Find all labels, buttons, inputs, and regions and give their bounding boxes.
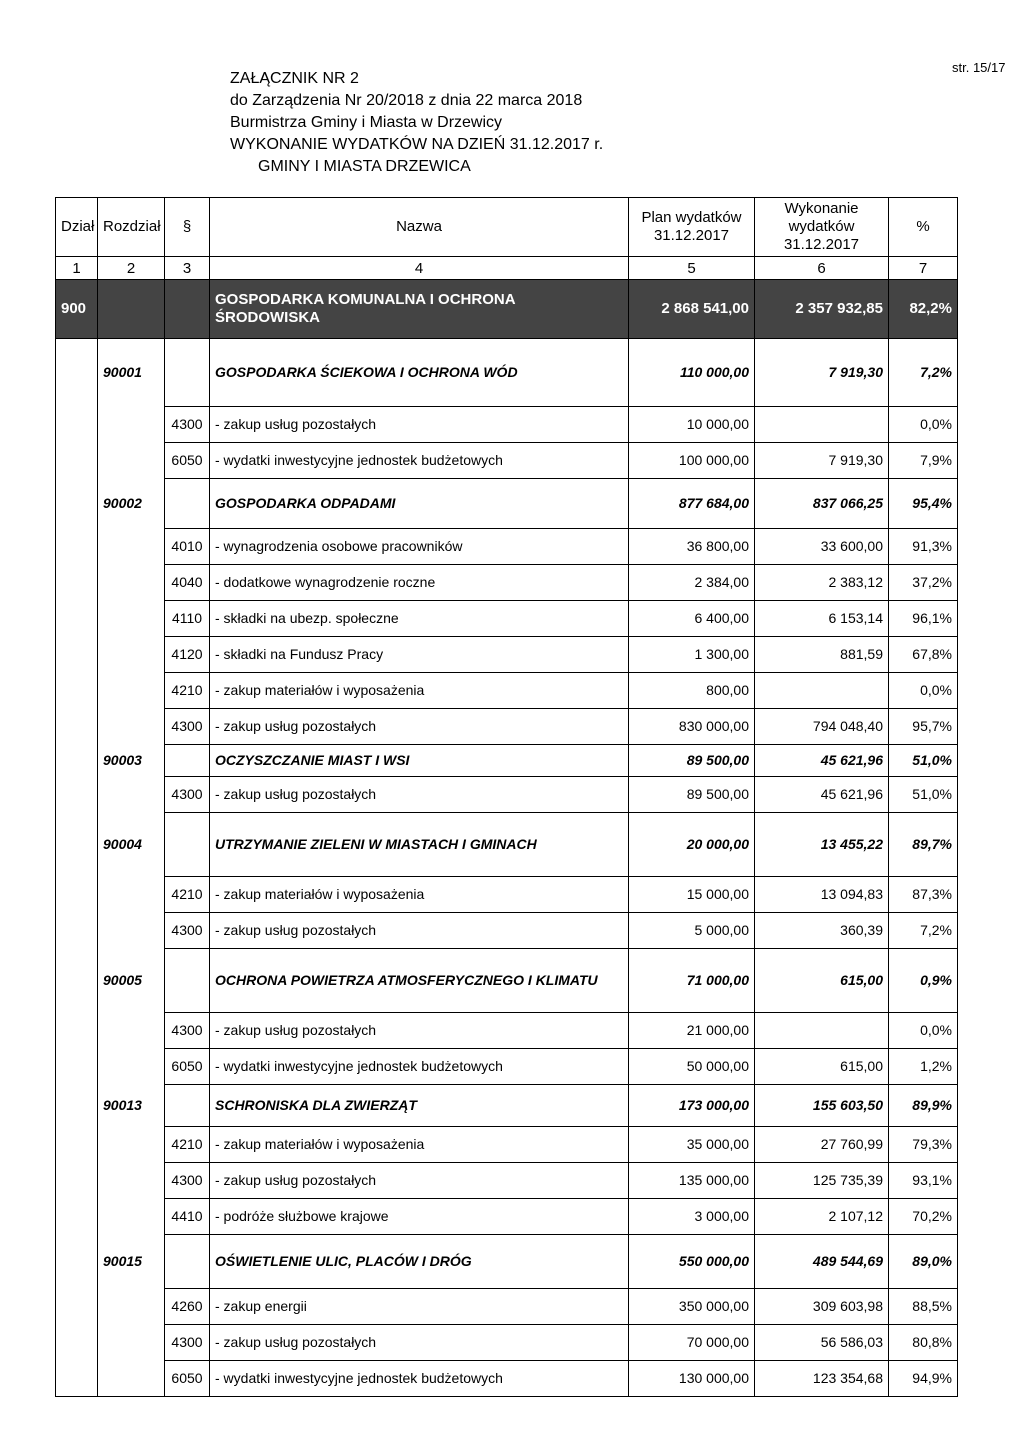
paragraf-plan: 36 800,00 bbox=[629, 529, 755, 565]
col-paragraf: § bbox=[165, 198, 210, 257]
paragraf-name: - wydatki inwestycyjne jednostek budżetowych bbox=[210, 1361, 629, 1397]
col-number: 1 bbox=[56, 257, 98, 280]
paragraf-wykonanie: 123 354,68 bbox=[755, 1361, 889, 1397]
rozdzial-wykonanie: 615,00 bbox=[755, 949, 889, 1013]
rozdzial-name: OCZYSZCZANIE MIAST I WSI bbox=[210, 745, 629, 777]
paragraf-row bbox=[56, 1049, 958, 1085]
rozdzial-procent: 51,0% bbox=[889, 745, 958, 777]
rozdzial-cell bbox=[98, 1199, 165, 1235]
paragraf-row bbox=[56, 637, 958, 673]
paragraf-code: 6050 bbox=[165, 1361, 210, 1397]
paragraf-procent: 93,1% bbox=[889, 1163, 958, 1199]
rozdzial-cell bbox=[98, 1289, 165, 1325]
dzial-cell bbox=[56, 1361, 98, 1397]
paragraf-wykonanie: 360,39 bbox=[755, 913, 889, 949]
rozdzial-code: 90001 bbox=[98, 339, 165, 407]
rozdzial-procent: 89,9% bbox=[889, 1085, 958, 1127]
rozdzial-cell bbox=[98, 1127, 165, 1163]
paragraf-plan: 130 000,00 bbox=[629, 1361, 755, 1397]
paragraf-plan: 50 000,00 bbox=[629, 1049, 755, 1085]
dzial-cell bbox=[56, 1085, 98, 1127]
col-number: 2 bbox=[98, 257, 165, 280]
paragraf-wykonanie: 615,00 bbox=[755, 1049, 889, 1085]
paragraf-wykonanie: 27 760,99 bbox=[755, 1127, 889, 1163]
paragraf-procent: 80,8% bbox=[889, 1325, 958, 1361]
rozdzial-cell bbox=[98, 1013, 165, 1049]
paragraf-code: 4300 bbox=[165, 1163, 210, 1199]
paragraf-row bbox=[56, 877, 958, 913]
paragraf-procent: 7,9% bbox=[889, 443, 958, 479]
page-number: str. 15/17 bbox=[952, 60, 1006, 75]
rozdzial-name: GOSPODARKA ŚCIEKOWA I OCHRONA WÓD bbox=[210, 339, 629, 407]
dzial-cell bbox=[56, 1325, 98, 1361]
rozdzial-plan: 89 500,00 bbox=[629, 745, 755, 777]
paragraf-code: 4260 bbox=[165, 1289, 210, 1325]
paragraf-wykonanie: 6 153,14 bbox=[755, 601, 889, 637]
paragraf-procent: 0,0% bbox=[889, 673, 958, 709]
rozdzial-row bbox=[56, 1085, 958, 1127]
paragraf-code: 4300 bbox=[165, 709, 210, 745]
rozdzial-row bbox=[56, 745, 958, 777]
rozdzial-plan: 71 000,00 bbox=[629, 949, 755, 1013]
paragraf-row bbox=[56, 601, 958, 637]
rozdzial-code: 90003 bbox=[98, 745, 165, 777]
dzial-empty bbox=[98, 280, 165, 339]
paragraf-code: 4010 bbox=[165, 529, 210, 565]
paragraf-wykonanie: 2 107,12 bbox=[755, 1199, 889, 1235]
paragraf-name: - zakup usług pozostałych bbox=[210, 913, 629, 949]
rozdzial-row bbox=[56, 813, 958, 877]
rozdzial-cell bbox=[98, 407, 165, 443]
paragraf-procent: 37,2% bbox=[889, 565, 958, 601]
rozdzial-plan: 110 000,00 bbox=[629, 339, 755, 407]
paragraf-procent: 0,0% bbox=[889, 1013, 958, 1049]
rozdzial-code: 90005 bbox=[98, 949, 165, 1013]
dzial-cell bbox=[56, 529, 98, 565]
dzial-cell bbox=[56, 565, 98, 601]
dzial-wykonanie: 2 357 932,85 bbox=[755, 280, 889, 339]
paragraf-cell bbox=[165, 1235, 210, 1289]
paragraf-name: - zakup usług pozostałych bbox=[210, 407, 629, 443]
rozdzial-code: 90013 bbox=[98, 1085, 165, 1127]
attachment-title: ZAŁĄCZNIK NR 2 bbox=[230, 70, 359, 87]
paragraf-row bbox=[56, 709, 958, 745]
paragraf-row bbox=[56, 777, 958, 813]
paragraf-wykonanie: 33 600,00 bbox=[755, 529, 889, 565]
paragraf-plan: 2 384,00 bbox=[629, 565, 755, 601]
col-nazwa: Nazwa bbox=[210, 198, 629, 257]
paragraf-name: - zakup materiałów i wyposażenia bbox=[210, 877, 629, 913]
dzial-name: GOSPODARKA KOMUNALNA I OCHRONA ŚRODOWISKA bbox=[210, 280, 629, 339]
paragraf-plan: 89 500,00 bbox=[629, 777, 755, 813]
rozdzial-plan: 877 684,00 bbox=[629, 479, 755, 529]
rozdzial-cell bbox=[98, 1325, 165, 1361]
paragraf-row bbox=[56, 407, 958, 443]
dzial-cell bbox=[56, 1199, 98, 1235]
rozdzial-cell bbox=[98, 1163, 165, 1199]
dzial-cell bbox=[56, 407, 98, 443]
column-number-row bbox=[56, 257, 958, 280]
paragraf-wykonanie bbox=[755, 407, 889, 443]
dzial-cell bbox=[56, 1127, 98, 1163]
dzial-cell bbox=[56, 813, 98, 877]
rozdzial-cell bbox=[98, 877, 165, 913]
col-wykonanie: Wykonanie wydatków 31.12.2017 bbox=[755, 198, 889, 257]
paragraf-plan: 100 000,00 bbox=[629, 443, 755, 479]
dzial-cell bbox=[56, 745, 98, 777]
rozdzial-row bbox=[56, 339, 958, 407]
rozdzial-wykonanie: 155 603,50 bbox=[755, 1085, 889, 1127]
dzial-cell bbox=[56, 1235, 98, 1289]
rozdzial-cell bbox=[98, 565, 165, 601]
paragraf-row bbox=[56, 913, 958, 949]
rozdzial-cell bbox=[98, 443, 165, 479]
dzial-cell bbox=[56, 1163, 98, 1199]
paragraf-code: 6050 bbox=[165, 443, 210, 479]
paragraf-name: - zakup materiałów i wyposażenia bbox=[210, 673, 629, 709]
dzial-cell bbox=[56, 601, 98, 637]
dzial-cell bbox=[56, 339, 98, 407]
rozdzial-cell bbox=[98, 1049, 165, 1085]
rozdzial-cell bbox=[98, 529, 165, 565]
rozdzial-name: UTRZYMANIE ZIELENI W MIASTACH I GMINACH bbox=[210, 813, 629, 877]
paragraf-cell bbox=[165, 949, 210, 1013]
paragraf-procent: 95,7% bbox=[889, 709, 958, 745]
rozdzial-cell bbox=[98, 673, 165, 709]
dzial-cell bbox=[56, 1049, 98, 1085]
paragraf-wykonanie: 7 919,30 bbox=[755, 443, 889, 479]
rozdzial-wykonanie: 489 544,69 bbox=[755, 1235, 889, 1289]
rozdzial-wykonanie: 45 621,96 bbox=[755, 745, 889, 777]
paragraf-plan: 10 000,00 bbox=[629, 407, 755, 443]
paragraf-name: - składki na ubezp. społeczne bbox=[210, 601, 629, 637]
paragraf-procent: 94,9% bbox=[889, 1361, 958, 1397]
paragraf-row bbox=[56, 565, 958, 601]
paragraf-name: - wydatki inwestycyjne jednostek budżetowych bbox=[210, 1049, 629, 1085]
paragraf-name: - wydatki inwestycyjne jednostek budżetowych bbox=[210, 443, 629, 479]
paragraf-procent: 79,3% bbox=[889, 1127, 958, 1163]
paragraf-row bbox=[56, 1289, 958, 1325]
dzial-cell bbox=[56, 673, 98, 709]
col-number: 3 bbox=[165, 257, 210, 280]
rozdzial-wykonanie: 837 066,25 bbox=[755, 479, 889, 529]
paragraf-name: - zakup usług pozostałych bbox=[210, 709, 629, 745]
dzial-cell bbox=[56, 1013, 98, 1049]
paragraf-procent: 7,2% bbox=[889, 913, 958, 949]
paragraf-procent: 67,8% bbox=[889, 637, 958, 673]
dzial-cell bbox=[56, 709, 98, 745]
rozdzial-procent: 7,2% bbox=[889, 339, 958, 407]
paragraf-wykonanie: 13 094,83 bbox=[755, 877, 889, 913]
rozdzial-row bbox=[56, 1235, 958, 1289]
dzial-cell bbox=[56, 777, 98, 813]
rozdzial-code: 90004 bbox=[98, 813, 165, 877]
rozdzial-name: GOSPODARKA ODPADAMI bbox=[210, 479, 629, 529]
rozdzial-procent: 89,0% bbox=[889, 1235, 958, 1289]
paragraf-name: - składki na Fundusz Pracy bbox=[210, 637, 629, 673]
paragraf-cell bbox=[165, 479, 210, 529]
paragraf-procent: 88,5% bbox=[889, 1289, 958, 1325]
column-header-row bbox=[56, 198, 958, 257]
paragraf-plan: 21 000,00 bbox=[629, 1013, 755, 1049]
col-rozdzial: Rozdział bbox=[98, 198, 165, 257]
rozdzial-cell bbox=[98, 1361, 165, 1397]
rozdzial-cell bbox=[98, 601, 165, 637]
col-number: 4 bbox=[210, 257, 629, 280]
paragraf-procent: 96,1% bbox=[889, 601, 958, 637]
paragraf-code: 4410 bbox=[165, 1199, 210, 1235]
dzial-cell bbox=[56, 949, 98, 1013]
paragraf-plan: 3 000,00 bbox=[629, 1199, 755, 1235]
dzial-cell bbox=[56, 479, 98, 529]
rozdzial-row bbox=[56, 479, 958, 529]
dzial-procent: 82,2% bbox=[889, 280, 958, 339]
table-body bbox=[56, 339, 958, 1397]
paragraf-cell bbox=[165, 745, 210, 777]
rozdzial-code: 90015 bbox=[98, 1235, 165, 1289]
paragraf-cell bbox=[165, 813, 210, 877]
paragraf-procent: 70,2% bbox=[889, 1199, 958, 1235]
rozdzial-procent: 89,7% bbox=[889, 813, 958, 877]
paragraf-row bbox=[56, 1163, 958, 1199]
rozdzial-plan: 550 000,00 bbox=[629, 1235, 755, 1289]
paragraf-name: - zakup materiałów i wyposażenia bbox=[210, 1127, 629, 1163]
rozdzial-plan: 173 000,00 bbox=[629, 1085, 755, 1127]
dzial-cell bbox=[56, 443, 98, 479]
report-title: WYKONANIE WYDATKÓW NA DZIEŃ 31.12.2017 r. bbox=[230, 136, 604, 153]
paragraf-row bbox=[56, 1325, 958, 1361]
dzial-plan: 2 868 541,00 bbox=[629, 280, 755, 339]
rozdzial-code: 90002 bbox=[98, 479, 165, 529]
paragraf-name: - podróże służbowe krajowe bbox=[210, 1199, 629, 1235]
paragraf-cell bbox=[165, 339, 210, 407]
dzial-cell bbox=[56, 637, 98, 673]
paragraf-row bbox=[56, 443, 958, 479]
dzial-code: 900 bbox=[56, 280, 98, 339]
rozdzial-cell bbox=[98, 709, 165, 745]
paragraf-row bbox=[56, 1361, 958, 1397]
mayor-line: Burmistrza Gminy i Miasta w Drzewicy bbox=[230, 114, 503, 131]
paragraf-name: - zakup usług pozostałych bbox=[210, 1325, 629, 1361]
rozdzial-name: OŚWIETLENIE ULIC, PLACÓW I DRÓG bbox=[210, 1235, 629, 1289]
paragraf-row bbox=[56, 1199, 958, 1235]
paragraf-wykonanie: 45 621,96 bbox=[755, 777, 889, 813]
col-procent: % bbox=[889, 198, 958, 257]
paragraf-name: - dodatkowe wynagrodzenie roczne bbox=[210, 565, 629, 601]
paragraf-plan: 70 000,00 bbox=[629, 1325, 755, 1361]
rozdzial-procent: 0,9% bbox=[889, 949, 958, 1013]
paragraf-code: 4300 bbox=[165, 1325, 210, 1361]
paragraf-code: 4210 bbox=[165, 877, 210, 913]
expenditure-table bbox=[55, 197, 958, 1397]
paragraf-wykonanie: 2 383,12 bbox=[755, 565, 889, 601]
paragraf-wykonanie: 56 586,03 bbox=[755, 1325, 889, 1361]
paragraf-wykonanie bbox=[755, 1013, 889, 1049]
paragraf-plan: 800,00 bbox=[629, 673, 755, 709]
paragraf-cell bbox=[165, 1085, 210, 1127]
rozdzial-wykonanie: 7 919,30 bbox=[755, 339, 889, 407]
dzial-cell bbox=[56, 877, 98, 913]
paragraf-code: 4300 bbox=[165, 913, 210, 949]
paragraf-procent: 87,3% bbox=[889, 877, 958, 913]
paragraf-code: 4120 bbox=[165, 637, 210, 673]
dzial-empty bbox=[165, 280, 210, 339]
paragraf-name: - zakup energii bbox=[210, 1289, 629, 1325]
rozdzial-plan: 20 000,00 bbox=[629, 813, 755, 877]
paragraf-plan: 1 300,00 bbox=[629, 637, 755, 673]
paragraf-code: 4300 bbox=[165, 1013, 210, 1049]
col-dzial: Dział bbox=[56, 198, 98, 257]
dzial-cell bbox=[56, 913, 98, 949]
municipality-name: GMINY I MIASTA DRZEWICA bbox=[258, 158, 471, 175]
rozdzial-name: SCHRONISKA DLA ZWIERZĄT bbox=[210, 1085, 629, 1127]
paragraf-plan: 15 000,00 bbox=[629, 877, 755, 913]
paragraf-plan: 135 000,00 bbox=[629, 1163, 755, 1199]
paragraf-name: - zakup usług pozostałych bbox=[210, 777, 629, 813]
rozdzial-name: OCHRONA POWIETRZA ATMOSFERYCZNEGO I KLIMATU bbox=[210, 949, 629, 1013]
paragraf-code: 4300 bbox=[165, 407, 210, 443]
paragraf-row bbox=[56, 1127, 958, 1163]
paragraf-wykonanie: 309 603,98 bbox=[755, 1289, 889, 1325]
paragraf-plan: 5 000,00 bbox=[629, 913, 755, 949]
paragraf-wykonanie: 881,59 bbox=[755, 637, 889, 673]
paragraf-code: 6050 bbox=[165, 1049, 210, 1085]
paragraf-code: 4040 bbox=[165, 565, 210, 601]
paragraf-name: - wynagrodzenia osobowe pracowników bbox=[210, 529, 629, 565]
paragraf-procent: 91,3% bbox=[889, 529, 958, 565]
paragraf-code: 4300 bbox=[165, 777, 210, 813]
paragraf-wykonanie: 794 048,40 bbox=[755, 709, 889, 745]
dzial-row bbox=[56, 280, 958, 339]
paragraf-procent: 1,2% bbox=[889, 1049, 958, 1085]
paragraf-plan: 350 000,00 bbox=[629, 1289, 755, 1325]
rozdzial-cell bbox=[98, 777, 165, 813]
col-number: 6 bbox=[755, 257, 889, 280]
ordinance-line: do Zarządzenia Nr 20/2018 z dnia 22 marca 2018 bbox=[230, 92, 583, 109]
paragraf-plan: 830 000,00 bbox=[629, 709, 755, 745]
paragraf-code: 4110 bbox=[165, 601, 210, 637]
dzial-cell bbox=[56, 1289, 98, 1325]
paragraf-plan: 6 400,00 bbox=[629, 601, 755, 637]
paragraf-wykonanie: 125 735,39 bbox=[755, 1163, 889, 1199]
paragraf-plan: 35 000,00 bbox=[629, 1127, 755, 1163]
document-header bbox=[230, 68, 603, 178]
paragraf-wykonanie bbox=[755, 673, 889, 709]
col-number: 7 bbox=[889, 257, 958, 280]
paragraf-row bbox=[56, 529, 958, 565]
paragraf-name: - zakup usług pozostałych bbox=[210, 1013, 629, 1049]
paragraf-row bbox=[56, 1013, 958, 1049]
rozdzial-procent: 95,4% bbox=[889, 479, 958, 529]
col-plan: Plan wydatków 31.12.2017 bbox=[629, 198, 755, 257]
rozdzial-cell bbox=[98, 913, 165, 949]
paragraf-name: - zakup usług pozostałych bbox=[210, 1163, 629, 1199]
col-number: 5 bbox=[629, 257, 755, 280]
paragraf-row bbox=[56, 673, 958, 709]
rozdzial-cell bbox=[98, 637, 165, 673]
paragraf-code: 4210 bbox=[165, 673, 210, 709]
paragraf-procent: 0,0% bbox=[889, 407, 958, 443]
paragraf-code: 4210 bbox=[165, 1127, 210, 1163]
rozdzial-row bbox=[56, 949, 958, 1013]
paragraf-procent: 51,0% bbox=[889, 777, 958, 813]
rozdzial-wykonanie: 13 455,22 bbox=[755, 813, 889, 877]
